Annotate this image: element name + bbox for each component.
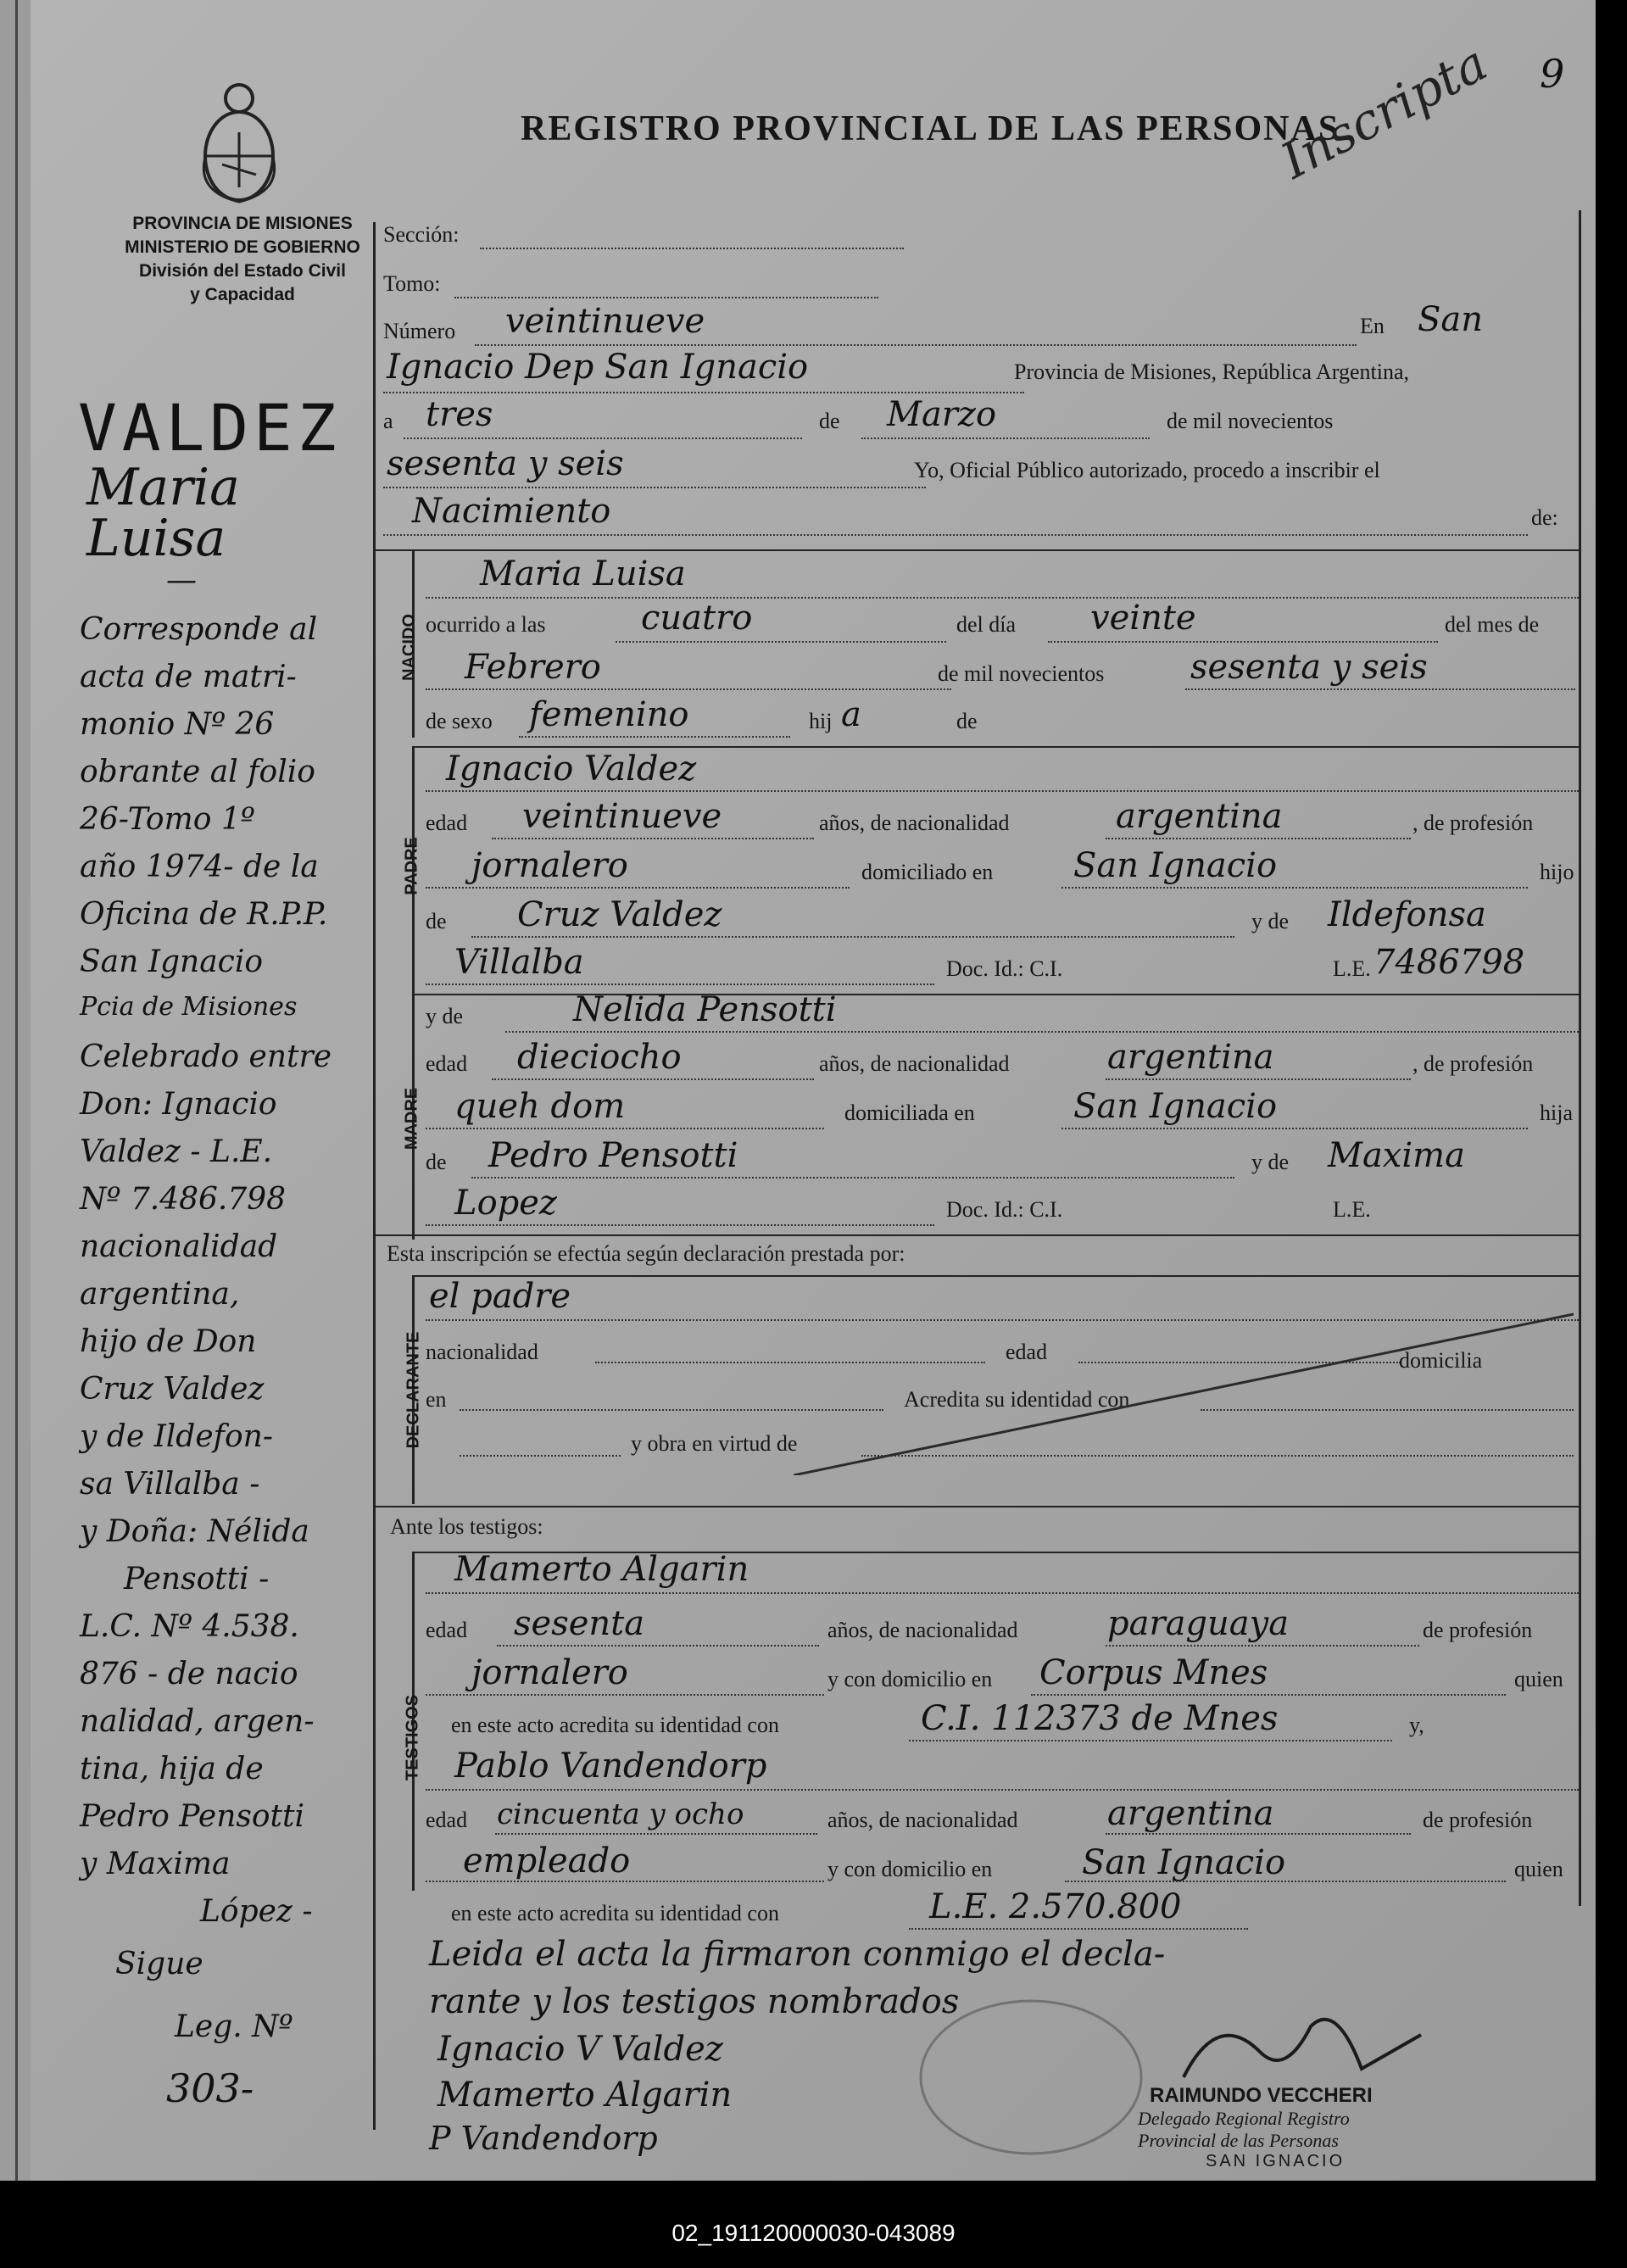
t2-edad: cincuenta y ocho [497,1797,744,1831]
madre-y-de-label: y de [426,1004,464,1028]
padre-edad-label: edad [426,811,468,835]
form-left-rule [373,222,376,2130]
de-label-3: de [426,909,447,933]
padre-top-rule [412,746,1580,748]
madre-nac-label: años, de nacionalidad [819,1051,1010,1076]
seccion-line [480,248,904,249]
de-label-4: de [426,1150,447,1174]
section-nacido: NACIDO [399,614,419,681]
en-value: San [1418,300,1484,339]
margin-note-line: 876 - de nacio [80,1657,298,1691]
sexo-line [519,736,790,738]
decl-edad-label: edad [1006,1340,1048,1364]
page-title: REGISTRO PROVINCIAL DE LAS PERSONAS [521,109,1340,148]
madre-edad: dieciocho [517,1038,682,1077]
padre-nac-line [1106,838,1411,839]
t1-edad-line [497,1645,819,1647]
numero-value: veintinueve [505,302,705,341]
t1-name: Mamerto Algarin [454,1550,749,1589]
madre-dom-line [1061,1128,1528,1129]
page-number: 9 [1540,51,1565,97]
margin-note-line: López - [200,1894,313,1929]
sexo-label: de sexo [426,709,493,733]
y-de-label: y de [1251,909,1290,933]
padre-edad-line [492,838,814,839]
margin-note-line: Nº 7.486.798 [80,1182,287,1217]
acto-line [383,534,1528,536]
t2-dom: San Ignacio [1082,1843,1286,1882]
anio-nac-value: sesenta y seis [1190,648,1428,687]
left-page-edge [0,0,31,2181]
testigos-top-rule [373,1506,1580,1507]
lugar-value: Ignacio Dep San Ignacio [387,348,809,387]
seccion-label: Sección: [383,222,460,247]
issuing-authority [98,212,387,307]
org-ministry: MINISTERIO DE GOBIERNO [125,237,360,257]
padre-le-label: L.E. [1333,956,1371,981]
official-title-1: Delegado Regional Registro [1138,2108,1350,2129]
margin-note-line: nacionalidad [80,1229,278,1264]
margin-note-line: argentina, [80,1277,240,1312]
madre-dom: San Ignacio [1073,1087,1278,1126]
section-testigos: TESTIGOS [403,1694,422,1781]
margin-note-line: y Maxima [80,1847,231,1881]
margin-note-line: sa Villalba - [80,1467,260,1502]
margin-note-line: Valdez - L.E. [80,1134,273,1169]
decl-domicilia-label: domicilia [1399,1348,1483,1373]
t2-line [426,1789,1579,1791]
madre-padre: Pedro Pensotti [488,1136,738,1175]
tomo-line [454,297,878,298]
t1-edad: sesenta [514,1604,645,1643]
acto-value: Nacimiento [412,492,611,531]
margin-given-name-2: Luisa [86,509,226,568]
margin-note-line: 26-Tomo 1º [80,802,255,837]
t2-name: Pablo Vandendorp [454,1747,767,1786]
closing-line-1: Leida el acta la firmaron conmigo el decla- [429,1935,1166,1974]
madre-nac: argentina [1107,1038,1274,1077]
mes-value: Marzo [887,395,997,434]
t2-prof: empleado [463,1842,631,1881]
decl-obra-label: y obra en virtud de [631,1431,798,1456]
mes-nac-value: Febrero [465,648,601,687]
mil-novecientos-label: de mil novecientos [1167,409,1334,433]
del-dia-label: del día [956,612,1017,637]
margin-note-line: año 1974- de la [80,850,319,884]
official-name: RAIMUNDO VECCHERI [1150,2084,1373,2107]
sexo-value: femenino [529,695,689,734]
padre-madre-2: Villalba [454,943,584,982]
declaracion-text: Esta inscripción se efectúa según declaración prestada por: [387,1241,905,1266]
hija-label: hija [1540,1101,1573,1125]
coat-of-arms-icon [188,73,290,209]
signature-testigo-1: Mamerto Algarin [437,2076,733,2115]
margin-note-line: Leg. Nº [175,2009,293,2044]
padre-nac: argentina [1116,797,1283,836]
decl-nac-label: nacionalidad [426,1340,538,1364]
margin-note-line: monio Nº 26 [80,707,275,742]
hij-label: hij [809,709,833,733]
testigos-label: Ante los testigos: [390,1514,543,1539]
t1-nac: paraguaya [1107,1604,1290,1643]
t2-nac: argentina [1107,1794,1274,1833]
numero-line [475,344,1357,346]
ocurrido-label: ocurrido a las [426,612,546,637]
madre-nac-line [1106,1078,1411,1080]
nacido-top-rule [373,549,1580,551]
t1-acredita-label: en este acto acredita su identidad con [451,1713,779,1737]
margin-note-line: obrante al folio [80,755,315,789]
padre-padre-line [471,936,1234,938]
nombre-line [426,597,1579,599]
decl-top-rule [373,1234,1580,1236]
section-madre: MADRE [402,1087,421,1151]
madre-madre2-line [426,1224,934,1226]
t2-prof-label: de profesión [1423,1808,1533,1832]
decl-en-label: en [426,1387,447,1412]
madre-y-de-label-2: y de [1251,1150,1290,1174]
t2-id-line [909,1928,1248,1930]
mes-line [861,437,1150,439]
anio-nac-line [1185,688,1575,690]
hij-suffix: a [841,695,861,734]
signature-declarante: Ignacio V Valdez [437,2030,723,2069]
decl-obra-pre-line [460,1455,621,1457]
dia-nac-line [1048,641,1438,643]
hora-line [616,641,946,643]
t2-nac-label: años, de nacionalidad [827,1808,1018,1832]
margin-note-line: Celebrado entre [80,1039,332,1074]
image-caption: 02_191120000030-043089 [671,2220,956,2246]
del-mes-label: del mes de [1445,612,1540,637]
closing-line-2: rante y los testigos nombrados [429,1982,960,2021]
madre-edad-label: edad [426,1051,468,1076]
margin-note-line: Cruz Valdez [80,1372,265,1407]
t2-nac-line [1106,1833,1411,1835]
madre-le-label: L.E. [1333,1197,1371,1222]
padre-edad: veintinueve [522,797,722,836]
t2-acredita-label: en este acto acredita su identidad con [451,1901,779,1925]
margin-note-line: hijo de Don [80,1324,257,1359]
t1-prof: jornalero [471,1653,628,1692]
declarante-top-rule [412,1275,1580,1277]
de-label: de [819,409,840,433]
anio-line [383,487,926,488]
org-province: PROVINCIA DE MISIONES [132,214,353,233]
declarante-name: el padre [429,1277,571,1316]
margin-note-line: Pensotti - [124,1562,270,1597]
nombre-value: Maria Luisa [480,554,686,593]
de-mil-label: de mil novecientos [938,661,1105,686]
t1-nac-label: años, de nacionalidad [827,1618,1018,1642]
official-title-2: Provincial de las Personas [1138,2130,1339,2151]
margin-note-line: tina, hija de [80,1752,264,1786]
madre-madre: Maxima [1328,1136,1465,1175]
padre-padre: Cruz Valdez [517,895,722,934]
t1-id: C.I. 112373 de Mnes [921,1699,1279,1738]
margin-surname: VALDEZ [78,390,342,465]
dia-value: tres [426,395,493,434]
margin-note-line: Pedro Pensotti [80,1799,304,1834]
decl-acredita-label: Acredita su identidad con [904,1387,1130,1412]
margin-note-line: Corresponde al [80,612,318,647]
de-colon-label: de: [1531,505,1558,530]
inscripta-stamp: Inscripta [1272,34,1496,191]
margin-dash: — [166,563,197,598]
margin-note-line: Pcia de Misiones [80,992,298,1022]
section-declarante: DECLARANTE [404,1331,423,1449]
t1-id-line [909,1740,1392,1741]
en-label: En [1360,314,1385,338]
madre-name: Nelida Pensotti [573,990,837,1029]
padre-line [426,790,1579,792]
padre-name: Ignacio Valdez [446,749,697,789]
margin-note-line: Don: Ignacio [80,1087,277,1122]
t1-prof-label: de profesión [1423,1618,1533,1642]
t2-id: L.E. 2.570.800 [929,1887,1182,1926]
margin-note-line: nalidad, argen- [80,1704,315,1739]
padre-dom-label: domiciliado en [861,860,994,884]
madre-doc-label: Doc. Id.: C.I. [946,1197,1063,1222]
madre-dom-label: domiciliada en [844,1101,975,1125]
tomo-label: Tomo: [383,271,441,296]
margin-given-name-1: Maria [86,458,240,517]
t1-y-label: y, [1409,1713,1424,1737]
padre-prof: jornalero [471,846,628,885]
t1-prof-line [426,1694,824,1696]
margin-note-line: y de Ildefon- [80,1419,274,1454]
t2-edad-line [495,1833,817,1835]
t2-dom-label: y con domicilio en [827,1857,993,1881]
margin-note-line: L.C. Nº 4.538. [80,1609,299,1644]
padre-nac-label: años, de nacionalidad [819,811,1010,835]
yo-text: Yo, Oficial Público autorizado, procedo a inscribir el [914,458,1380,482]
a-label: a [383,409,393,433]
madre-prof-line [426,1128,824,1129]
official-title-3: SAN IGNACIO [1206,2152,1346,2170]
t1-edad-label: edad [426,1618,468,1642]
margin-note-line: Oficina de R.P.P. [80,897,328,932]
dia-nac-value: veinte [1090,599,1196,638]
t2-quien-label: quien [1514,1857,1563,1881]
t2-edad-label: edad [426,1808,468,1832]
provincia-text: Provincia de Misiones, República Argentina, [1014,359,1409,384]
t1-dom-line [1031,1694,1506,1696]
numero-label: Número [383,319,456,343]
org-division: División del Estado Civil [139,261,346,281]
padre-madre: Ildefonsa [1328,895,1486,934]
padre-prof-label: , de profesión [1412,811,1534,835]
padre-prof-line [426,887,850,889]
padre-doc-label: Doc. Id.: C.I. [946,956,1063,981]
anio-value: sesenta y seis [387,444,624,483]
t1-dom: Corpus Mnes [1039,1653,1268,1692]
t1-nac-line [1106,1645,1419,1647]
margin-note-line: y Doña: Nélida [80,1514,309,1549]
t2-dom-line [1065,1881,1506,1882]
padre-le: 7486798 [1373,943,1525,982]
org-division2: y Capacidad [190,285,295,304]
de-label-2: de [956,709,978,733]
madre-madre-2: Lopez [454,1184,557,1223]
document-page [31,0,1596,2181]
padre-dom-line [1061,887,1528,889]
t1-dom-label: y con domicilio en [827,1667,993,1691]
madre-prof: queh dom [454,1087,626,1126]
lugar-line [383,392,1024,393]
strike-line [794,1306,1574,1475]
section-padre: PADRE [402,837,421,895]
madre-edad-line [492,1078,814,1080]
t2-prof-line [426,1881,824,1882]
margin-note-line: 303- [166,2065,254,2111]
madre-prof-label: , de profesión [1412,1051,1534,1076]
madre-padre-line [471,1177,1234,1179]
margin-note-line: acta de matri- [80,660,297,694]
hijo-label: hijo [1540,860,1574,884]
padre-madre2-line [426,984,934,985]
mes-nac-line [426,688,951,690]
form-right-rule [1579,210,1581,1906]
official-seal-icon [912,1992,1150,2162]
padre-dom: San Ignacio [1073,846,1278,885]
margin-note-line: Sigue [115,1947,203,1981]
margin-note-line: San Ignacio [80,945,264,979]
dia-line [404,437,802,439]
madre-line [505,1031,1579,1033]
signature-testigo-2: P Vandendorp [429,2120,658,2157]
hora-value: cuatro [641,599,753,638]
t1-quien-label: quien [1514,1667,1563,1691]
t1-line [426,1592,1579,1594]
